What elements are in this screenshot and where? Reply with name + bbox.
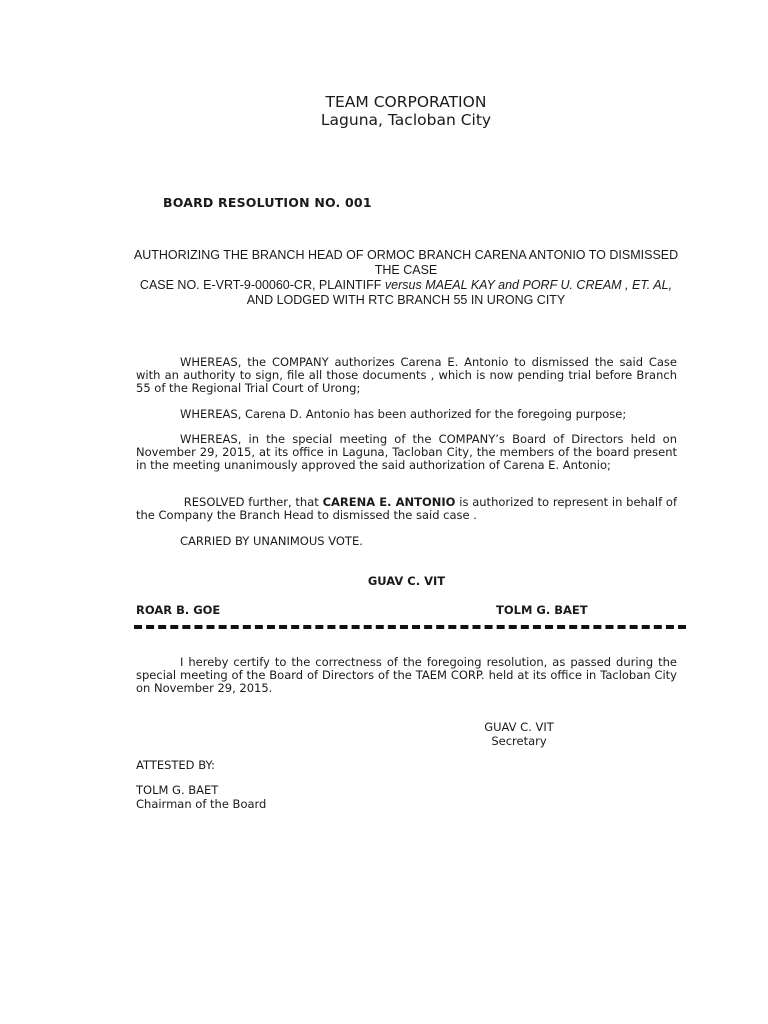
whereas-paragraph-2	[136, 408, 677, 421]
signature-divider	[134, 625, 686, 629]
resolved-name: CARENA E. ANTONIO	[322, 495, 456, 509]
resolved-text-a: RESOLVED further, that	[180, 495, 323, 509]
resolved-paragraph	[136, 496, 677, 522]
secretary-name: GUAV C. VIT	[484, 720, 554, 734]
whereas-paragraph-3	[136, 433, 677, 472]
title-line-2	[132, 278, 680, 293]
chairman-role: Chairman of the Board	[136, 797, 267, 811]
company-address: Laguna, Tacloban City	[320, 111, 492, 129]
secretary-block	[462, 720, 576, 748]
certification-paragraph	[136, 656, 677, 695]
case-parties: versus MAEAL KAY and PORF U. CREAM , ET. AL,	[384, 278, 673, 292]
resolution-title	[132, 248, 680, 308]
signatory-left: ROAR B. GOE	[136, 603, 221, 617]
resolution-number: BOARD RESOLUTION NO. 001	[163, 195, 372, 210]
carried-vote	[136, 535, 677, 548]
whereas-paragraph-2-text: WHEREAS, Carena D. Antonio has been authorized for the foregoing purpose;	[180, 407, 627, 421]
case-number: CASE NO. E-VRT-9-00060-CR, PLAINTIFF	[139, 278, 385, 292]
signatory-center: GUAV C. VIT	[367, 574, 446, 588]
title-line-3: AND LODGED WITH RTC BRANCH 55 IN URONG CITY	[246, 293, 566, 307]
carried-vote-text: CARRIED BY UNANIMOUS VOTE.	[180, 534, 363, 548]
title-line-1: AUTHORIZING THE BRANCH HEAD OF ORMOC BRANCH CARENA ANTONIO TO DISMISSED THE CASE	[133, 248, 679, 277]
signatory-right: TOLM G. BAET	[496, 603, 588, 617]
resolved-text-c: is authorized to represent in behalf of the Company the Branch Head to dismissed the said case .	[136, 495, 677, 522]
chairman-name: TOLM G. BAET	[136, 783, 219, 797]
certification-text: I hereby certify to the correctness of the foregoing resolution, as passed during the special meeting of the Board of Directors of the TAEM CORP. held at its office in Tacloban City on November 29, 2015.	[136, 655, 677, 695]
chairman-block	[136, 783, 266, 811]
company-name: TEAM CORPORATION	[325, 93, 487, 111]
attested-label: ATTESTED BY:	[136, 758, 215, 772]
whereas-paragraph-1	[136, 356, 677, 395]
secretary-role: Secretary	[491, 734, 547, 748]
whereas-paragraph-3-text: WHEREAS, in the special meeting of the COMPANY’s Board of Directors held on November 29, 2015, at its office in Laguna, Tacloban City, the members of the board present in the meeting unanimously approved the said authorization of Carena E. Antonio;	[136, 432, 677, 472]
whereas-paragraph-1-text: WHEREAS, the COMPANY authorizes Carena E. Antonio to dismissed the said Case with an authority to sign, file all those documents , which is now pending trial before Branch 55 of the Regional Trial Court of Urong;	[136, 355, 677, 395]
